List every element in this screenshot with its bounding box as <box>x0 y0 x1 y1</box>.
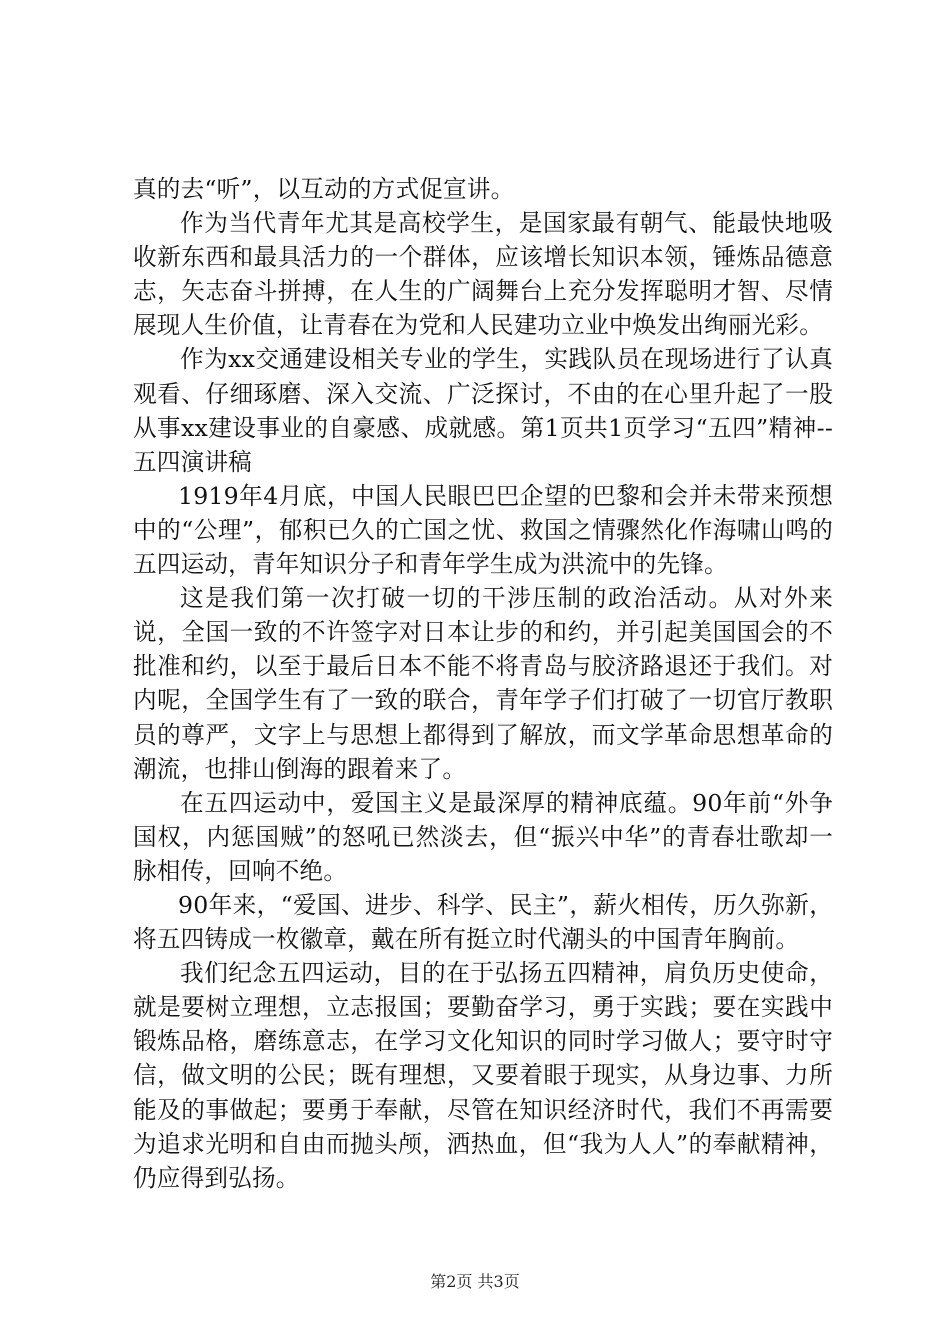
paragraph-5: 这是我们第一次打破一切的干涉压制的政治活动。从对外来说，全国一致的不许签字对日本让步的和约，并引起美国国会的不批准和约，以至于最后日本不能不将青岛与胶济路退还于我们。对内呢，全国学生有了一致的联合，青年学子们打破了一切官厅教职员的尊严，文字上与思想上都得到了解放，而文学革命思想革命的潮流，也排山倒海的跟着来了。 <box>133 584 833 783</box>
paragraph-1: 真的去“听”，以互动的方式促宣讲。 <box>133 175 515 203</box>
document-body <box>133 172 833 1195</box>
paragraph-7: 90年来，“爱国、进步、科学、民主”，薪火相传，历久弥新，将五四铸成一枚徽章，戴在所有挺立时代潮头的中国青年胸前。 <box>133 890 833 954</box>
paragraph-8: 我们纪念五四运动，目的在于弘扬五四精神，肩负历史使命，就是要树立理想，立志报国；要勤奋学习，勇于实践；要在实践中锻炼品格，磨练意志，在学习文化知识的同时学习做人；要守时守信，做文明的公民；既有理想，又要着眼于现实，从身边事、力所能及的事做起；要勇于奉献，尽管在知识经济时代，我们不再需要为追求光明和自由而抛头颅，洒热血，但“我为人人”的奉献精神，仍应得到弘扬。 <box>133 959 833 1192</box>
paragraph-6: 在五四运动中，爱国主义是最深厚的精神底蕴。90年前“外争国权，内惩国贼”的怒吼已然淡去，但“振兴中华”的青春壮歌却一脉相传，回响不绝。 <box>133 788 833 885</box>
paragraph-4: 1919年4月底，中国人民眼巴巴企望的巴黎和会并未带来预想中的“公理”，郁积已久的亡国之忧、救国之情骤然化作海啸山鸣的五四运动，青年知识分子和青年学生成为洪流中的先锋。 <box>133 481 833 579</box>
paragraph-3: 作为xx交通建设相关专业的学生，实践队员在现场进行了认真观看、仔细琢磨、深入交流、广泛探讨，不由的在心里升起了一股从事xx建设事业的自豪感、成就感。第1页共1页学习“五四”精神--五四演讲稿 <box>133 345 833 476</box>
paragraph-2: 作为当代青年尤其是高校学生，是国家最有朝气、能最快地吸收新东西和最具活力的一个群体，应该增长知识本领，锤炼品德意志，矢志奋斗拼搏，在人生的广阔舞台上充分发挥聪明才智、尽情展现人生价值，让青春在为党和人民建功立业中焕发出绚丽光彩。 <box>133 209 833 340</box>
page-number-footer: 第2页 共3页 <box>430 1272 520 1291</box>
